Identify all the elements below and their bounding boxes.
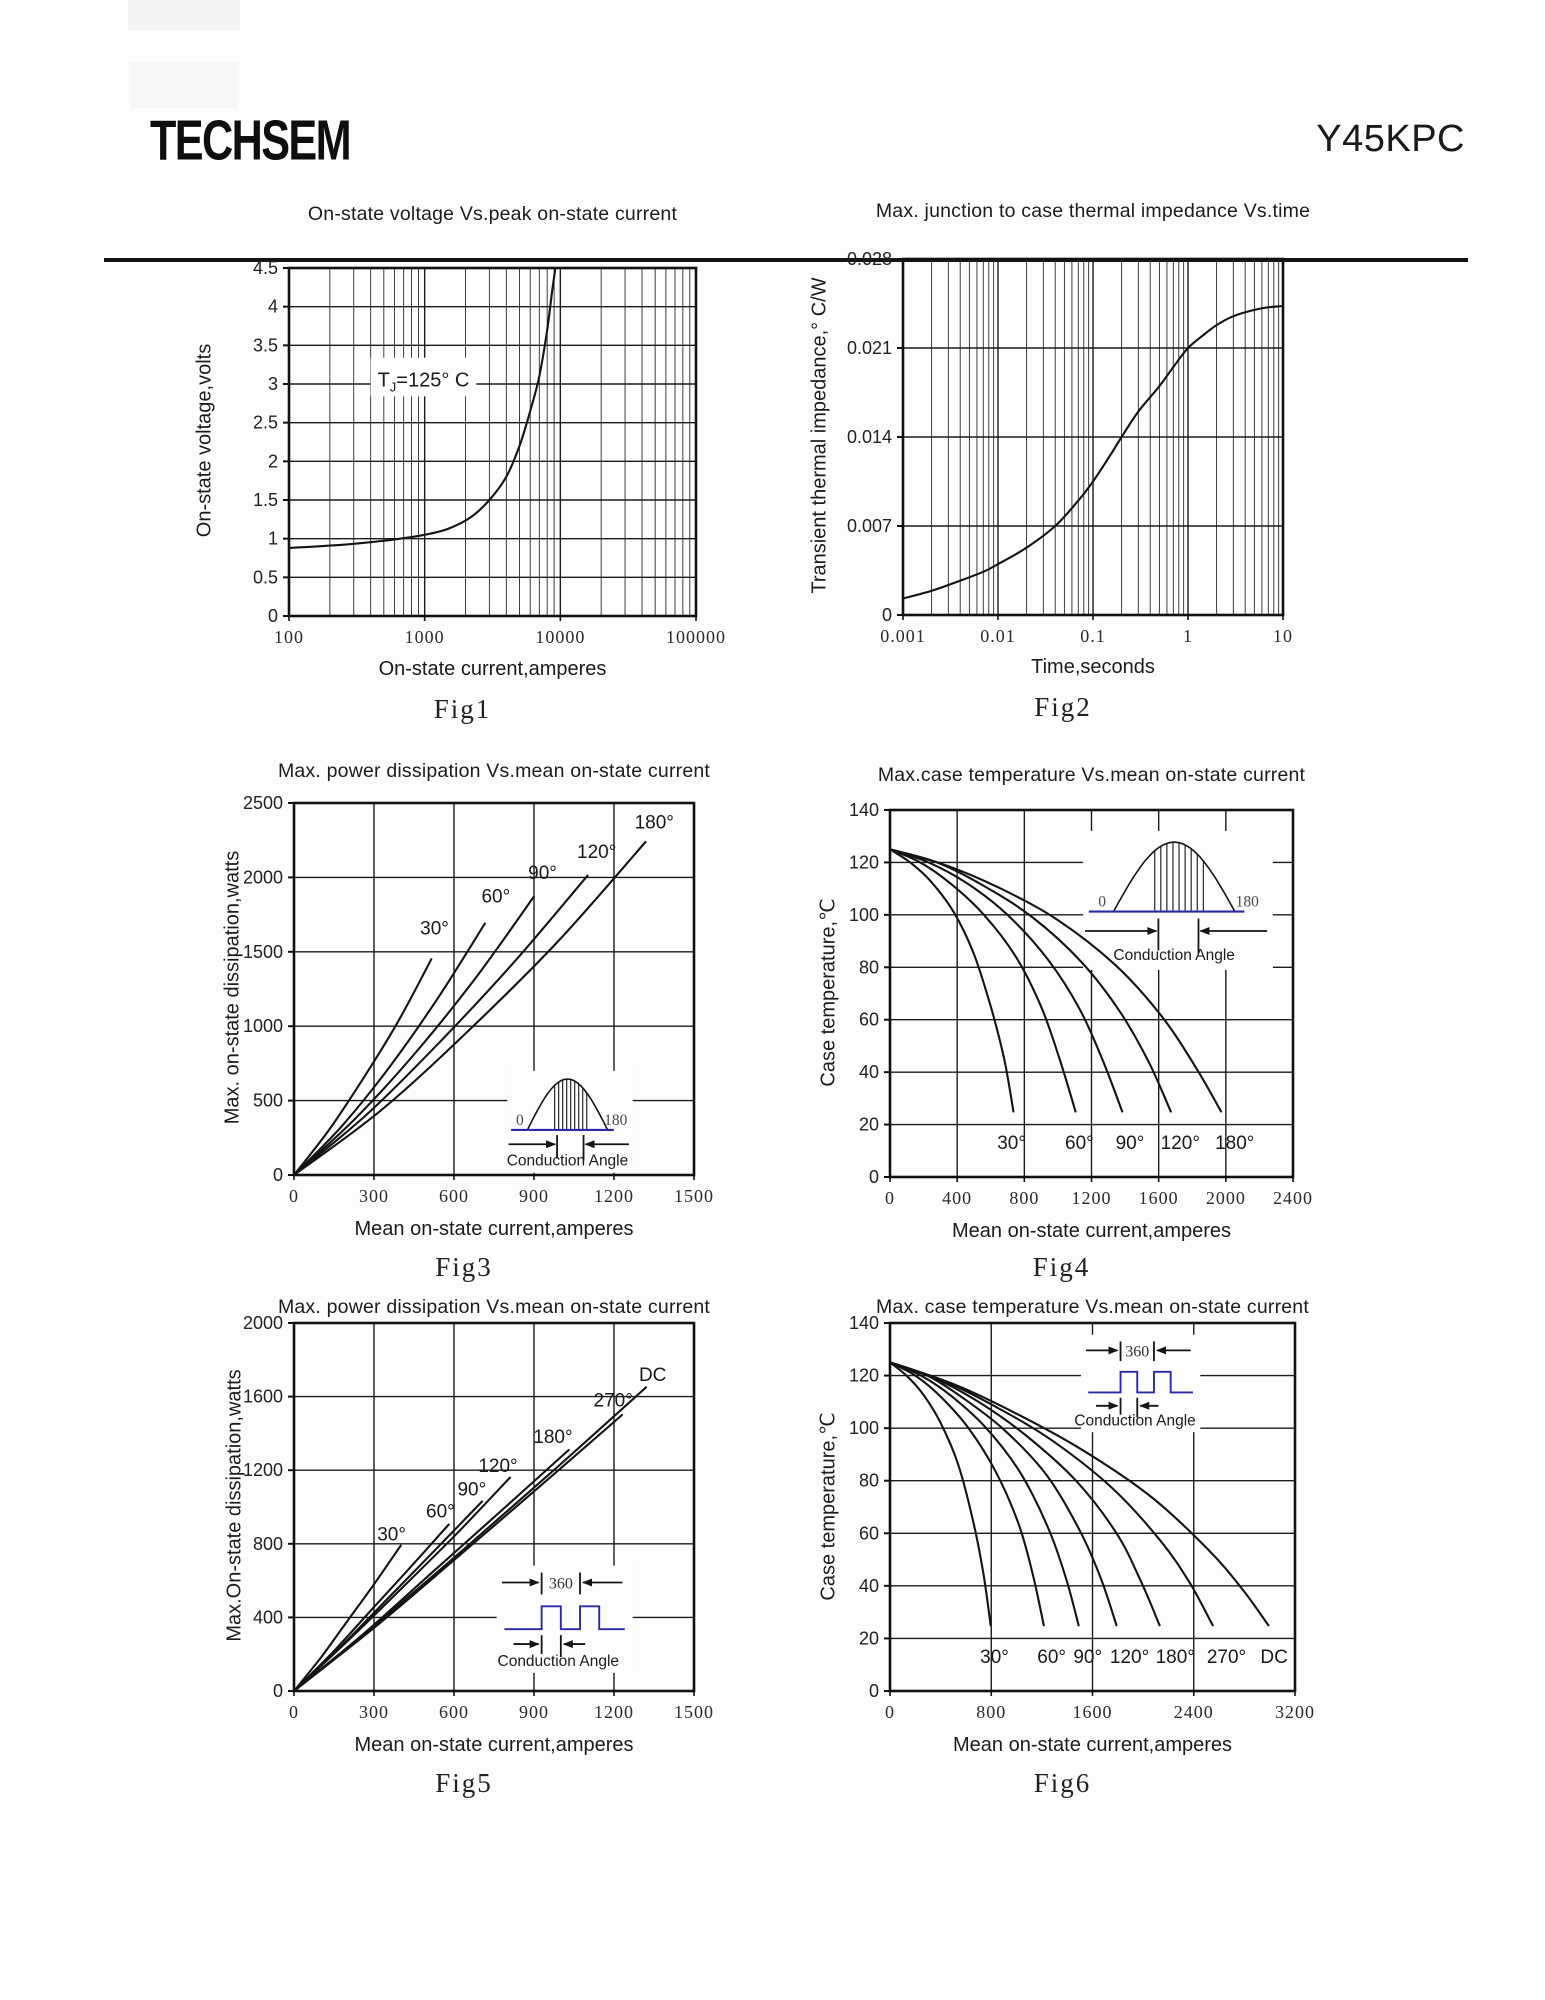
svg-text:500: 500	[252, 1090, 283, 1111]
chart-title: Max.case temperature Vs.mean on-state current	[877, 764, 1306, 786]
svg-text:20: 20	[858, 1114, 879, 1135]
svg-text:0: 0	[881, 605, 892, 625]
svg-text:2000: 2000	[1205, 1188, 1246, 1208]
svg-text:120°: 120°	[478, 1456, 518, 1478]
svg-text:10: 10	[1273, 626, 1293, 646]
svg-text:120°: 120°	[1109, 1646, 1150, 1668]
svg-text:Conduction Angle: Conduction Angle	[497, 1652, 620, 1670]
svg-text:120°: 120°	[1160, 1132, 1200, 1154]
svg-text:0: 0	[885, 1702, 895, 1722]
svg-text:1000: 1000	[404, 627, 445, 647]
svg-text:TJ=125° C: $T_J=125^\circ$ C	[377, 369, 470, 395]
svg-text:120°: 120°	[577, 842, 617, 864]
svg-text:300: 300	[359, 1186, 389, 1206]
svg-text:0.1: 0.1	[1080, 626, 1106, 646]
svg-text:0.01: 0.01	[980, 626, 1016, 646]
svg-text:3200: 3200	[1275, 1702, 1315, 1722]
svg-text:Conduction Angle: Conduction Angle	[1113, 947, 1235, 965]
svg-text:360: 360	[1125, 1343, 1150, 1361]
y-axis-title: Case temperature,℃	[817, 1412, 840, 1601]
svg-text:0: 0	[515, 1111, 524, 1129]
figure-caption: Fig4	[1032, 1252, 1091, 1282]
svg-text:60°: 60°	[481, 886, 511, 908]
svg-text:1.5: 1.5	[252, 490, 278, 510]
svg-text:90°: 90°	[457, 1479, 487, 1501]
svg-text:30°: 30°	[377, 1524, 406, 1546]
svg-text:3.5: 3.5	[252, 335, 278, 356]
svg-text:100: 100	[274, 627, 304, 647]
svg-text:180°: 180°	[1215, 1132, 1255, 1154]
svg-text:1: 1	[267, 528, 278, 549]
svg-text:180°: 180°	[634, 812, 674, 834]
svg-text:60: 60	[858, 1523, 879, 1544]
svg-text:2000: 2000	[242, 867, 283, 888]
svg-text:1200: 1200	[594, 1702, 634, 1722]
svg-text:600: 600	[439, 1186, 469, 1206]
svg-text:270°: 270°	[593, 1390, 633, 1412]
y-axis-title: On-state voltage,volts	[193, 343, 216, 538]
svg-text:2400: 2400	[1173, 1702, 1214, 1722]
svg-text:0: 0	[885, 1188, 895, 1208]
figure-caption: Fig1	[433, 694, 492, 724]
svg-text:1: 1	[1183, 626, 1193, 646]
svg-text:400: 400	[252, 1607, 283, 1628]
svg-text:3: 3	[267, 374, 278, 394]
svg-text:1500: 1500	[674, 1702, 714, 1722]
svg-text:0.028: 0.028	[846, 249, 892, 269]
svg-text:800: 800	[976, 1702, 1007, 1722]
svg-text:40: 40	[858, 1062, 879, 1083]
svg-text:60°: 60°	[426, 1501, 455, 1523]
svg-text:10000: 10000	[535, 627, 586, 647]
chart-title: Max. power dissipation Vs.mean on-state current	[277, 760, 711, 782]
figure-caption: Fig5	[435, 1768, 493, 1798]
svg-text:1600: 1600	[242, 1386, 283, 1407]
svg-text:60°: 60°	[1065, 1132, 1094, 1154]
svg-text:2.5: 2.5	[252, 412, 278, 433]
svg-text:0: 0	[289, 1702, 299, 1722]
svg-text:90°: 90°	[1115, 1132, 1145, 1154]
svg-text:1200: 1200	[242, 1460, 283, 1481]
figure-caption: Fig3	[435, 1252, 493, 1282]
chart-title: Max. power dissipation Vs.mean on-state current	[277, 1296, 711, 1318]
scan-artifact	[128, 0, 240, 30]
svg-text:1500: 1500	[242, 941, 283, 962]
svg-text:Conduction Angle: Conduction Angle	[1074, 1412, 1196, 1430]
svg-text:1500: 1500	[674, 1186, 714, 1206]
svg-text:300: 300	[359, 1702, 389, 1722]
svg-text:1200: 1200	[594, 1186, 634, 1206]
svg-text:180°: 180°	[1155, 1646, 1195, 1668]
y-axis-title: Max. on-state dissipation,watts	[221, 850, 244, 1125]
chart-plot-area	[216, 1307, 714, 1749]
svg-text:90°: 90°	[1073, 1646, 1103, 1668]
x-axis-title: Time,seconds	[1031, 656, 1155, 678]
svg-text:30°: 30°	[997, 1132, 1026, 1154]
svg-text:1600: 1600	[1072, 1702, 1113, 1722]
svg-text:100: 100	[848, 904, 879, 925]
svg-text:180: 180	[1235, 893, 1259, 911]
svg-text:1600: 1600	[1138, 1188, 1179, 1208]
x-axis-title: Mean on-state current,amperes	[952, 1734, 1233, 1756]
svg-text:0: 0	[868, 1681, 879, 1701]
svg-text:900: 900	[519, 1702, 549, 1722]
chart-plot-area	[812, 1307, 1315, 1749]
svg-text:0: 0	[272, 1681, 283, 1701]
brand-logo: TECHSEM	[150, 109, 351, 173]
svg-text:0.007: 0.007	[846, 516, 892, 536]
svg-text:2: 2	[267, 451, 278, 472]
svg-text:2500: 2500	[242, 793, 283, 813]
svg-text:0: 0	[272, 1165, 283, 1185]
chart-title: On-state voltage Vs.peak on-state current	[307, 203, 678, 225]
svg-text:4.5: 4.5	[252, 258, 278, 278]
chart-plot-area	[825, 243, 1303, 673]
svg-text:80: 80	[858, 1470, 879, 1491]
svg-text:60°: 60°	[1037, 1646, 1066, 1668]
x-axis-title: Mean on-state current,amperes	[951, 1220, 1232, 1242]
chart-plot-area	[812, 794, 1313, 1235]
svg-text:800: 800	[1009, 1188, 1040, 1208]
svg-text:0: 0	[1098, 893, 1106, 911]
x-axis-title: Mean on-state current,amperes	[354, 1734, 634, 1756]
svg-text:60: 60	[858, 1009, 879, 1030]
svg-text:400: 400	[942, 1188, 973, 1208]
svg-text:140: 140	[848, 800, 879, 820]
y-axis-title: Max.On-state dissipation,watts	[223, 1369, 246, 1642]
svg-text:30°: 30°	[420, 918, 449, 940]
x-axis-title: Mean on-state current,amperes	[354, 1218, 634, 1240]
svg-text:Conduction Angle: Conduction Angle	[506, 1152, 629, 1170]
svg-text:120: 120	[848, 852, 879, 873]
svg-text:80: 80	[858, 957, 879, 978]
chart-title: Max. junction to case thermal impedance Vs.time	[875, 200, 1311, 222]
svg-text:90°: 90°	[528, 862, 557, 884]
svg-text:20: 20	[858, 1628, 879, 1649]
svg-text:120: 120	[848, 1365, 879, 1386]
svg-text:360: 360	[548, 1575, 573, 1593]
chart-title: Max. case temperature Vs.mean on-state current	[876, 1296, 1309, 1318]
svg-text:180°: 180°	[533, 1427, 573, 1449]
svg-text:0: 0	[267, 606, 278, 626]
y-axis-title: Transient thermal impedance,° C/W	[808, 277, 831, 594]
svg-text:4: 4	[267, 296, 278, 317]
svg-text:900: 900	[519, 1186, 549, 1206]
svg-text:40: 40	[858, 1575, 879, 1596]
x-axis-title: On-state current,amperes	[378, 658, 607, 680]
svg-text:0.001: 0.001	[880, 626, 926, 646]
svg-text:270°: 270°	[1206, 1646, 1247, 1668]
chart-plot-area	[211, 252, 726, 674]
svg-text:600: 600	[439, 1702, 469, 1722]
y-axis-title: Case temperature,℃	[817, 898, 840, 1087]
svg-text:30°: 30°	[980, 1646, 1009, 1668]
svg-text:DC: DC	[638, 1365, 667, 1387]
svg-text:1200: 1200	[1071, 1188, 1112, 1208]
svg-text:100000: 100000	[666, 627, 726, 647]
svg-text:0.014: 0.014	[846, 427, 892, 447]
svg-text:800: 800	[252, 1533, 283, 1554]
figure-caption: Fig2	[1034, 692, 1092, 722]
svg-text:100: 100	[848, 1418, 879, 1439]
svg-text:180: 180	[604, 1111, 628, 1129]
svg-text:2400: 2400	[1273, 1188, 1313, 1208]
svg-text:1000: 1000	[242, 1016, 283, 1037]
chart-plot-area	[216, 787, 714, 1233]
scan-artifact	[130, 62, 238, 108]
svg-text:140: 140	[848, 1313, 879, 1333]
svg-text:0: 0	[868, 1167, 879, 1187]
svg-text:2000: 2000	[242, 1313, 283, 1333]
svg-text:0.021: 0.021	[846, 338, 892, 358]
svg-text:0.5: 0.5	[252, 567, 278, 588]
figure-caption: Fig6	[1033, 1768, 1092, 1798]
svg-text:0: 0	[289, 1186, 299, 1206]
svg-text:DC: DC	[1260, 1646, 1288, 1668]
part-number: Y45KPC	[1316, 118, 1465, 160]
